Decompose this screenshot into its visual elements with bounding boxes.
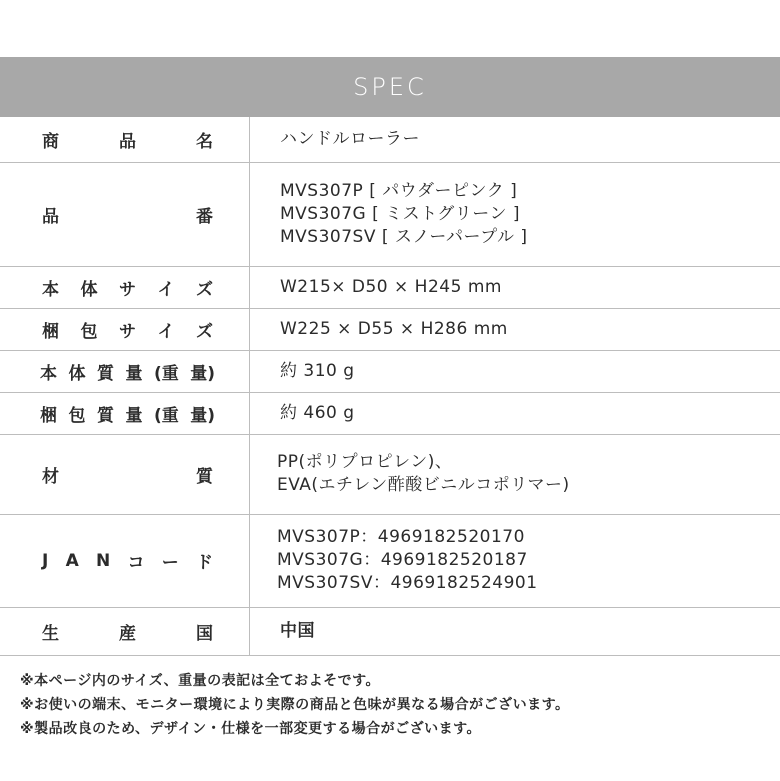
row-value: MVS307SV：4969182524901 [277, 573, 538, 593]
note: ※本ページ内のサイズ、重量の表記は全ておよそです。 [20, 673, 381, 689]
row-value: PP(ポリプロピレン)、 [277, 452, 453, 472]
row-label: 梱 包 サ イ ズ [42, 321, 213, 342]
row-value: ハンドルローラー [280, 128, 420, 149]
row-label-cell [0, 308, 250, 350]
table-row [0, 117, 780, 162]
row-value-cell [250, 607, 780, 655]
table-row [0, 350, 780, 392]
row-value: MVS307SV [ スノーパープル ] [280, 226, 528, 247]
row-value: W225 × D55 × H286 mm [280, 318, 508, 339]
row-label-cell [0, 266, 250, 308]
row-label-cell [0, 162, 250, 266]
row-label: J A N コ ー ド [42, 550, 213, 573]
row-value-cell [250, 117, 780, 162]
row-label: 生 産 国 [42, 623, 213, 644]
row-label: 材 質 [42, 466, 213, 487]
row-value: EVA(エチレン酢酸ビニルコポリマー) [277, 475, 570, 495]
table-row [0, 308, 780, 350]
row-value: MVS307P：4969182520170 [277, 527, 525, 547]
row-label: 本 体 質 量 (重 量) [40, 363, 215, 384]
row-value: 約 310 g [280, 360, 355, 381]
row-value-cell [250, 350, 780, 392]
row-value: MVS307G [ ミストグリーン ] [280, 203, 521, 224]
row-label-cell [0, 607, 250, 655]
row-label: 本 体 サ イ ズ [42, 279, 213, 300]
table-row [0, 162, 780, 266]
row-value: MVS307P [ パウダーピンク ] [280, 180, 518, 201]
spec-title: SPEC [353, 73, 427, 101]
row-label-cell [0, 117, 250, 162]
row-label-cell [0, 514, 250, 607]
row-value-cell [250, 308, 780, 350]
note: ※お使いの端末、モニター環境により実際の商品と色味が異なる場合がございます。 [20, 697, 570, 713]
row-label: 品 番 [42, 206, 213, 227]
table-row [0, 266, 780, 308]
spec-header [0, 57, 780, 117]
row-value: W215× D50 × H245 mm [280, 276, 502, 297]
row-label: 商 品 名 [42, 131, 213, 152]
notes [20, 669, 570, 741]
row-value-cell [250, 266, 780, 308]
row-value: 約 460 g [280, 402, 355, 423]
row-label-cell [0, 350, 250, 392]
note: ※製品改良のため、デザイン・仕様を一部変更する場合がございます。 [20, 721, 481, 737]
row-value-cell [250, 162, 780, 266]
row-value: MVS307G：4969182520187 [277, 550, 528, 570]
row-label-cell [0, 434, 250, 514]
table-row [0, 607, 780, 655]
table-row [0, 434, 780, 514]
row-value: 中国 [280, 620, 315, 641]
spec-table [0, 117, 780, 656]
row-label: 梱 包 質 量 (重 量) [40, 405, 215, 426]
table-row [0, 514, 780, 607]
row-value-cell [250, 514, 780, 607]
row-label-cell [0, 392, 250, 434]
table-row [0, 392, 780, 434]
row-value-cell [250, 434, 780, 514]
row-value-cell [250, 392, 780, 434]
